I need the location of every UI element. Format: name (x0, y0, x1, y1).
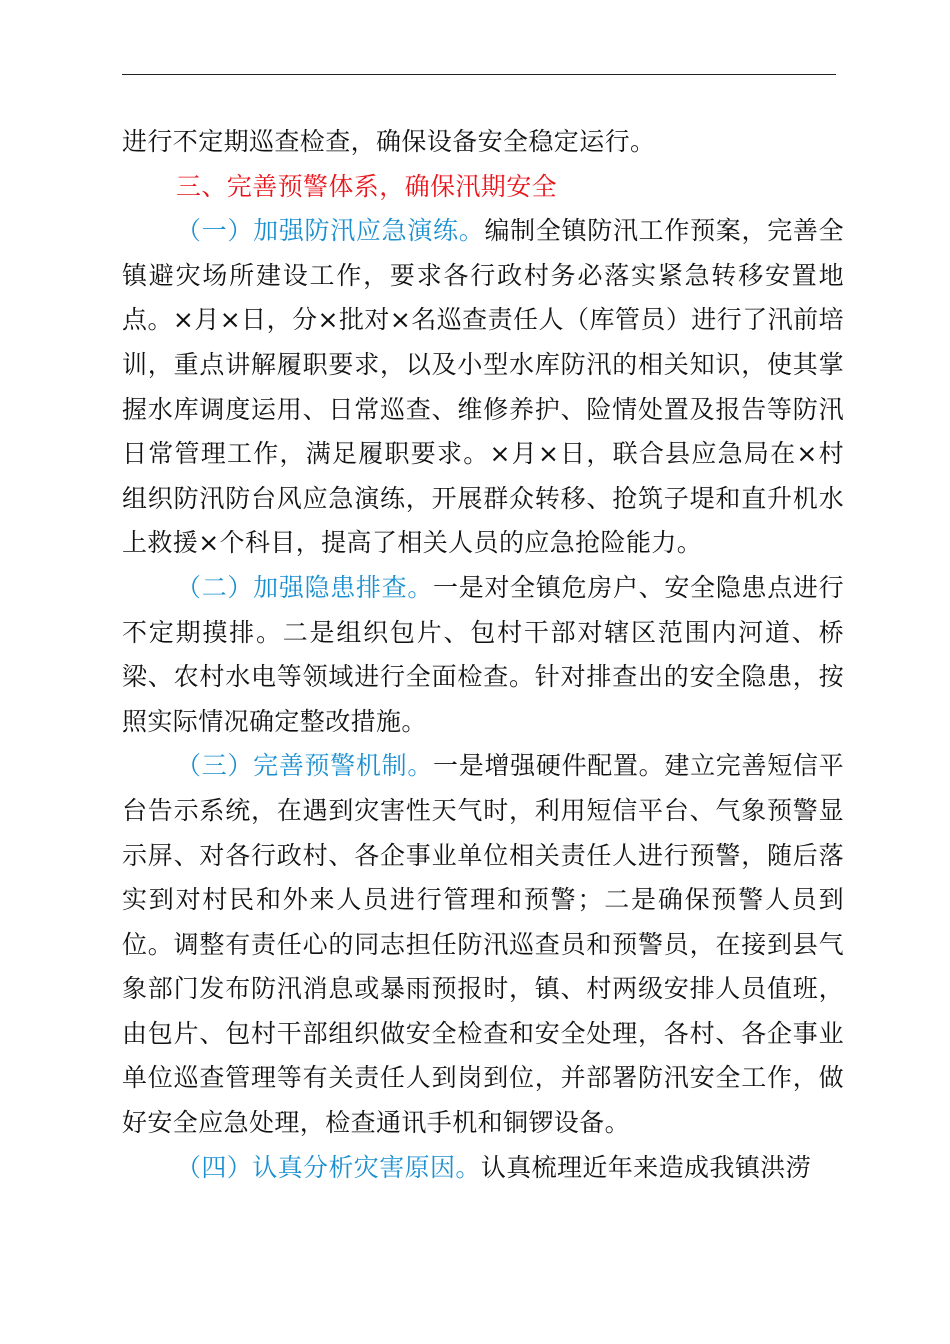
header-rule (122, 74, 836, 75)
item-body: 一是对全镇危房户、安全隐患点进行不定期摸排。二是组织包片、包村干部对辖区范围内河道、桥梁、农村水电等领域进行全面检查。针对排查出的安全隐患，按照实际情况确定整改措施。 (122, 572, 844, 736)
paragraph-item-3 (122, 744, 844, 1145)
document-body (122, 120, 844, 1190)
paragraph-item-4 (122, 1146, 844, 1191)
item-body: 编制全镇防汛工作预案，完善全镇避灾场所建设工作，要求各行政村务必落实紧急转移安置地点。×月×日，分×批对×名巡查责任人（库管员）进行了汛前培训，重点讲解履职要求，以及小型水库防汛的相关知识，使其掌握水库调度运用、日常巡查、维修养护、险情处置及报告等防汛日常管理工作，满足履职要求。×月×日，联合县应急局在×村组织防汛防台风应急演练，开展群众转移、抢筑子堤和直升机水上救援×个科目，提高了相关人员的应急抢险能力。 (122, 216, 844, 558)
continuation-paragraph: 进行不定期巡查检查，确保设备安全稳定运行。 (122, 127, 656, 156)
section-heading: 三、完善预警体系，确保汛期安全 (176, 171, 558, 201)
item-body: 认真梳理近年来造成我镇洪涝 (480, 1152, 812, 1182)
paragraph-item-2 (122, 566, 844, 744)
item-heading: （二）加强隐患排查。 (176, 572, 434, 602)
item-heading: （四）认真分析灾害原因。 (176, 1152, 481, 1182)
item-heading: （三）完善预警机制。 (176, 751, 434, 781)
paragraph-item-1 (122, 209, 844, 566)
item-heading: （一）加强防汛应急演练。 (176, 216, 485, 246)
item-body: 一是增强硬件配置。建立完善短信平台告示系统，在遇到灾害性天气时，利用短信平台、气象预警显示屏、对各行政村、各企事业单位相关责任人进行预警，随后落实到对村民和外来人员进行管理和预警；二是确保预警人员到位。调整有责任心的同志担任防汛巡查员和预警员，在接到县气象部门发布防汛消息或暴雨预报时，镇、村两级安排人员值班，由包片、包村干部组织做安全检查和安全处理，各村、各企事业单位巡查管理等有关责任人到岗到位，并部署防汛安全工作，做好安全应急处理，检查通讯手机和铜锣设备。 (122, 751, 844, 1138)
